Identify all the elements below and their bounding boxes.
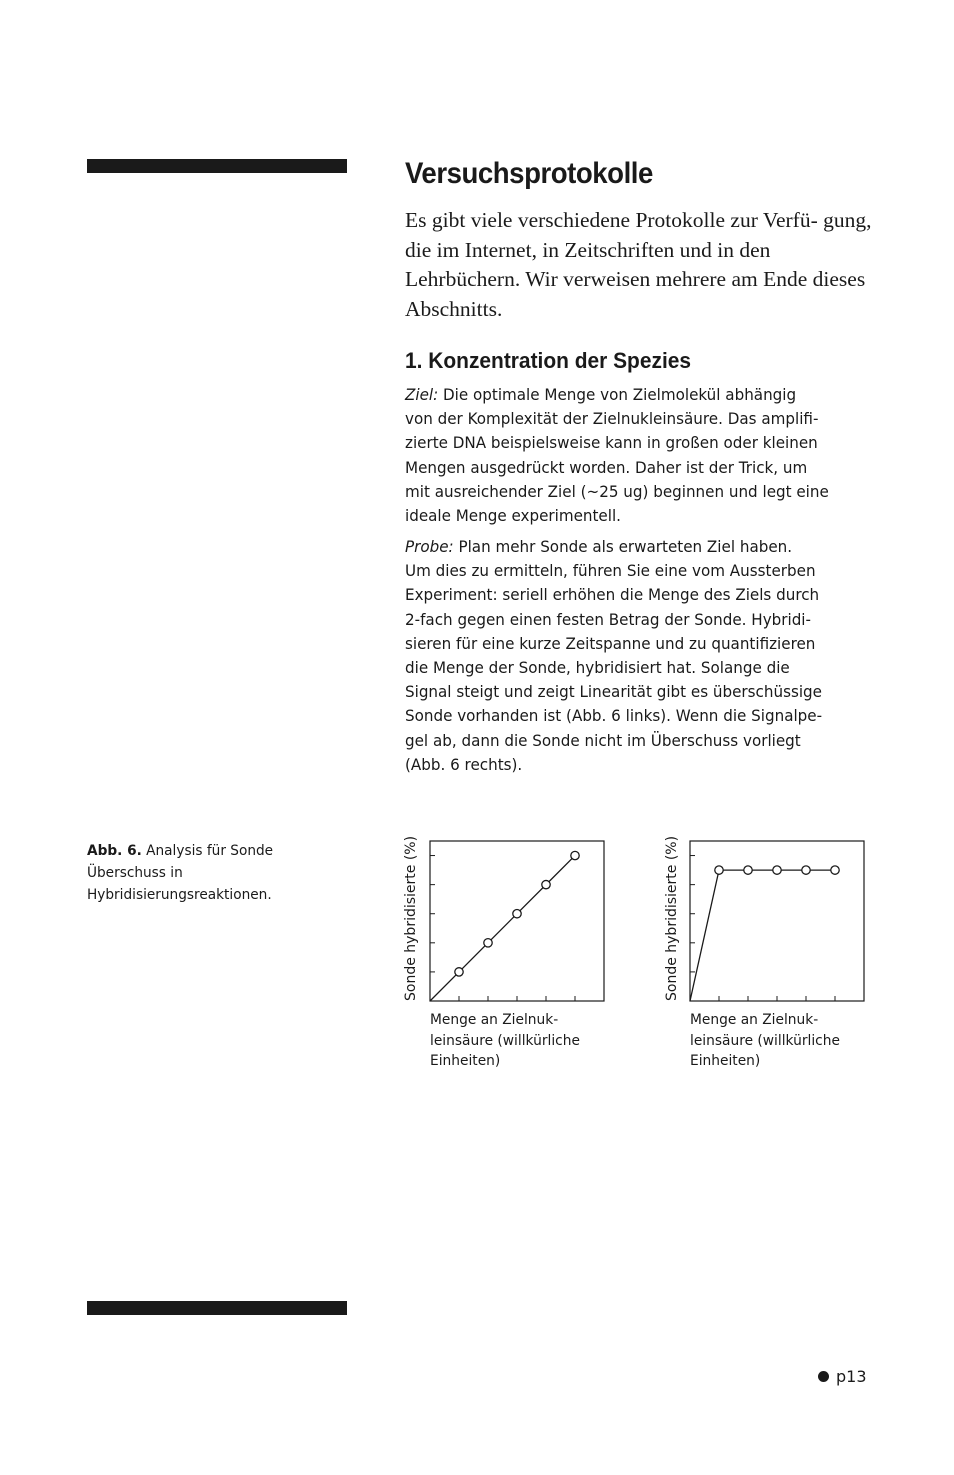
series-line	[690, 870, 835, 1001]
plot-frame	[430, 841, 604, 1001]
figure-caption	[87, 840, 306, 906]
data-point	[513, 910, 521, 918]
chart-right-xlabel-line: Einheiten)	[690, 1053, 761, 1069]
paragraph-ziel	[405, 383, 875, 528]
probe-line-3: 2-fach gegen einen festen Betrag der Sonde. Hybridi-	[405, 609, 811, 629]
data-point	[484, 939, 492, 947]
ziel-line-4: mit ausreichender Ziel (~25 ug) beginnen und legt eine	[405, 481, 829, 501]
page-title: Versuchsprotokolle	[405, 157, 653, 190]
intro-paragraph: Es gibt viele verschiedene Protokolle zur Verfü- gung, die im Internet, in Zeitschriften und in den Lehrbüchern. Wir verweisen mehrere am Ende dieses Abschnitts.	[405, 208, 872, 321]
section-title: 1. Konzentration der Spezies	[405, 348, 692, 373]
bullet-dot	[818, 1371, 829, 1382]
data-point	[715, 866, 723, 874]
chart-left-xlabel	[430, 1010, 580, 1072]
probe-line-7: Sonde vorhanden ist (Abb. 6 links). Wenn die Signalpe-	[405, 706, 823, 726]
data-point	[773, 866, 781, 874]
chart-left-ylabel: Sonde hybridisierte (%)	[403, 835, 419, 1001]
ziel-line-2: zierte DNA beispielsweise kann in großen oder kleinen	[405, 433, 818, 453]
caption-label: Abb. 6.	[87, 843, 142, 859]
chart-left-xlabel-line: leinsäure (willkürliche	[430, 1032, 580, 1049]
chart-right	[660, 820, 870, 1010]
probe-line-0: Plan mehr Sonde als erwarteten Ziel haben.	[453, 537, 793, 556]
series-line	[430, 856, 575, 1001]
chart-right-ylabel: Sonde hybridisierte (%)	[664, 835, 680, 1001]
probe-line-9: (Abb. 6 rechts).	[405, 754, 523, 774]
chart-left	[400, 820, 610, 1010]
ziel-line-3: Mengen ausgedrückt worden. Daher ist der Trick, um	[405, 457, 808, 477]
ziel-line-5: ideale Menge experimentell.	[405, 506, 621, 526]
probe-line-6: Signal steigt und zeigt Linearität gibt es überschüssige	[405, 682, 822, 702]
page-number-text: p13	[836, 1367, 867, 1386]
probe-line-2: Experiment: seriell erhöhen die Menge des Ziels durch	[405, 585, 820, 605]
chart-right-xlabel-line: Menge an Zielnuk-	[690, 1012, 819, 1028]
page-number	[818, 1366, 867, 1388]
probe-line-1: Um dies zu ermitteln, führen Sie eine vom Aussterben	[405, 561, 816, 581]
ziel-line-1: von der Komplexität der Zielnukleinsäure. Das amplifi-	[405, 409, 819, 429]
ziel-line-0: Die optimale Menge von Zielmolekül abhängig	[438, 385, 797, 404]
data-point	[571, 851, 579, 859]
ziel-label: Ziel:	[405, 385, 439, 404]
data-point	[744, 866, 752, 874]
data-point	[542, 880, 550, 888]
data-point	[831, 866, 839, 874]
probe-line-5: die Menge der Sonde, hybridisiert hat. Solange die	[405, 658, 790, 678]
caption-text: Analysis für Sonde Überschuss in Hybridisierungsreaktionen.	[87, 843, 274, 903]
chart-left-xlabel-line: Menge an Zielnuk-	[430, 1012, 559, 1028]
data-point	[802, 866, 810, 874]
plot-frame	[690, 841, 864, 1001]
chart-right-xlabel-line: leinsäure (willkürliche	[690, 1032, 840, 1049]
bottom-rule	[87, 1301, 347, 1315]
probe-label: Probe:	[405, 537, 454, 556]
probe-line-4: sieren für eine kurze Zeitspanne und zu quantifizieren	[405, 633, 816, 653]
chart-right-xlabel	[690, 1010, 840, 1072]
data-point	[455, 968, 463, 976]
probe-line-8: gel ab, dann die Sonde nicht im Überschuss vorliegt	[405, 730, 801, 750]
paragraph-probe	[405, 535, 875, 777]
top-rule	[87, 159, 347, 173]
chart-left-xlabel-line: Einheiten)	[430, 1053, 501, 1069]
